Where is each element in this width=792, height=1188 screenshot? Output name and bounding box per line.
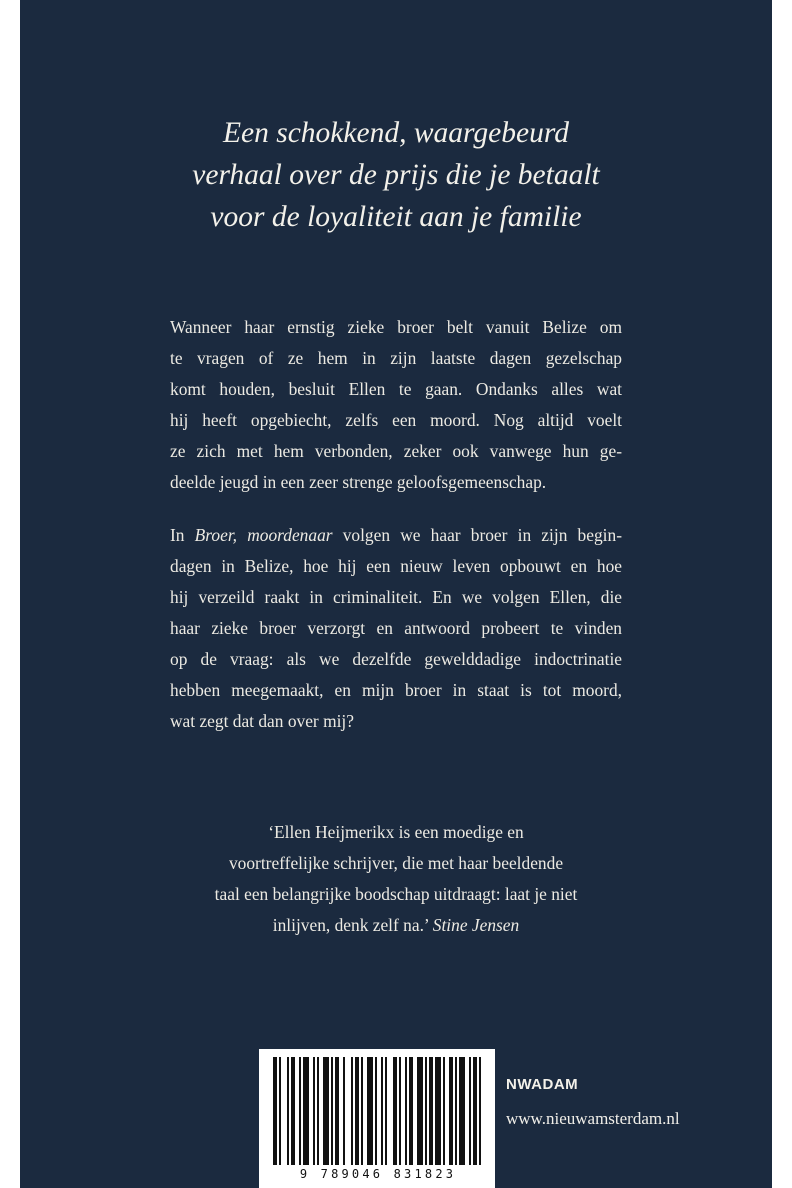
blurb-line: dagen in Belize, hoe hij een nieuw leven opbouwt en hoe [170, 556, 622, 576]
blurb-line: te vragen of ze hem in zijn laatste dagen gezelschap [170, 348, 622, 368]
barcode-bar [279, 1057, 281, 1165]
barcode-bar [443, 1057, 445, 1165]
blurb-line: Wanneer haar ernstig zieke broer belt vanuit Belize om [170, 317, 622, 337]
blurb-line [170, 520, 622, 551]
book-title: Broer, moordenaar [194, 525, 333, 545]
publisher-logo: NWADAM [506, 1076, 579, 1093]
quote-attribution: Stine Jensen [432, 915, 520, 935]
barcode-bar [273, 1057, 277, 1165]
tagline [20, 112, 772, 238]
barcode-bar [335, 1057, 339, 1165]
review-quote [170, 817, 622, 941]
barcode-bar [425, 1057, 427, 1165]
barcode-bar [287, 1057, 289, 1165]
quote-text: inlijven, denk zelf na.’ [272, 915, 429, 935]
barcode-bar [469, 1057, 471, 1165]
barcode-bar [355, 1057, 359, 1165]
barcode-bar [473, 1057, 477, 1165]
blurb-line: hebben meegemaakt, en mijn broer in staat is tot moord, [170, 680, 622, 700]
barcode-bar [331, 1057, 333, 1165]
barcode-bar [317, 1057, 319, 1165]
quote-line: taal een belangrijke boodschap uitdraagt: laat je niet [214, 884, 578, 904]
barcode-bar [291, 1057, 295, 1165]
blurb-line: haar zieke broer verzorgt en antwoord probeert te vinden [170, 618, 622, 638]
barcode-bar [381, 1057, 383, 1165]
barcode-bar [399, 1057, 401, 1165]
blurb-text: In [170, 525, 195, 545]
barcode-bar [351, 1057, 353, 1165]
isbn-number: 9 789046 831823 [273, 1167, 483, 1181]
blurb-text: volgen we haar broer in zijn begin- [332, 525, 622, 545]
barcode-bar [479, 1057, 481, 1165]
barcode-bar [343, 1057, 345, 1165]
barcode-bar [299, 1057, 301, 1165]
tagline-line: Een schokkend, waargebeurd [223, 117, 569, 149]
blurb-line: wat zegt dat dan over mij? [170, 711, 354, 731]
barcode-bar [361, 1057, 363, 1165]
barcode-bar [435, 1057, 441, 1165]
publisher-website: www.nieuwamsterdam.nl [506, 1109, 680, 1128]
barcode-bar [405, 1057, 407, 1165]
tagline-line: verhaal over de prijs die je betaalt [192, 159, 600, 191]
barcode-bar [429, 1057, 433, 1165]
blurb-paragraph-1 [170, 312, 622, 498]
blurb-line: deelde jeugd in een zeer strenge geloofsgemeenschap. [170, 472, 547, 492]
barcode-bar [459, 1057, 465, 1165]
barcode-bar [449, 1057, 453, 1165]
barcode-bar [375, 1057, 377, 1165]
quote-line: voortreffelijke schrijver, die met haar beeldende [228, 853, 564, 873]
blurb-line: hij verzeild raakt in criminaliteit. En we volgen Ellen, die [170, 587, 622, 607]
barcode-bar [417, 1057, 423, 1165]
barcode-bar [409, 1057, 413, 1165]
blurb-paragraph-2 [170, 520, 622, 737]
blurb-line: hij heeft opgebiecht, zelfs een moord. Nog altijd voelt [170, 410, 622, 430]
barcode-bar [393, 1057, 397, 1165]
quote-line: ‘Ellen Heijmerikx is een moedige en [268, 822, 524, 842]
quote-line [170, 910, 622, 941]
blurb-line: komt houden, besluit Ellen te gaan. Ondanks alles wat [170, 379, 622, 399]
barcode-bar [385, 1057, 387, 1165]
blurb-line: op de vraag: als we dezelfde gewelddadige indoctrinatie [170, 649, 622, 669]
book-back-cover [20, 0, 772, 1188]
barcode-bar [323, 1057, 329, 1165]
blurb-line: ze zich met hem verbonden, zeker ook vanwege hun ge- [170, 441, 622, 461]
barcode-bar [313, 1057, 315, 1165]
barcode-bar [303, 1057, 309, 1165]
tagline-line: voor de loyaliteit aan je familie [210, 201, 582, 233]
barcode-bar [455, 1057, 457, 1165]
barcode-bar [367, 1057, 373, 1165]
isbn-barcode [259, 1049, 495, 1188]
